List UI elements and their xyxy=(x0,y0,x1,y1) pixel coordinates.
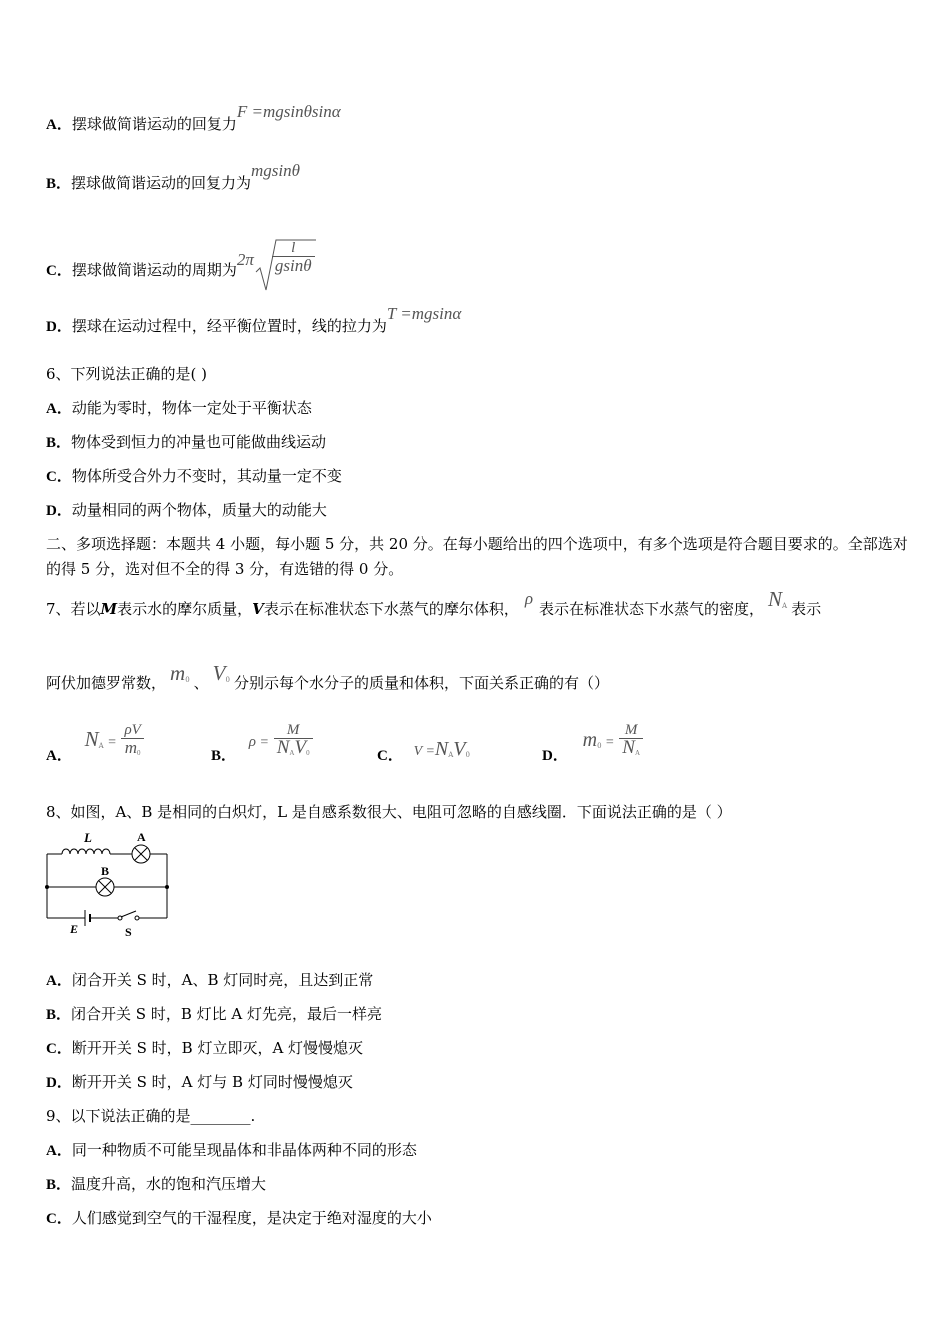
stem-text: 分别示每个水分子的质量和体积，下面关系正确的有（） xyxy=(233,674,609,692)
q9-stem: 9、以下说法正确的是________. xyxy=(46,1107,256,1125)
rhs-2: V xyxy=(453,738,466,760)
stem-text: 阿伏加德罗常数， xyxy=(46,674,167,692)
formula xyxy=(249,722,313,762)
switch-icon xyxy=(118,911,139,920)
subscript: 0 xyxy=(185,676,190,684)
formula: T =mgsinα xyxy=(386,304,462,323)
stem-text: 表示在标准状态下水蒸气的密度， xyxy=(539,600,765,618)
q8-stem: 8、如图，A、B 是相同的白炽灯，L 是自感系数很大、电阻可忽略的自感线圈．下面说法正确的是（ ） xyxy=(46,803,732,821)
frac-denominator: gsinθ xyxy=(274,256,312,275)
numerator: M xyxy=(619,722,643,739)
q7-stem-line1 xyxy=(46,587,822,624)
option-text: 动能为零时，物体一定处于平衡状态 xyxy=(71,399,312,417)
subscript: A xyxy=(782,602,788,610)
symbol-m: m xyxy=(170,661,186,685)
option-text: 断开开关 S 时，B 灯立即灭，A 灯慢慢熄灭 xyxy=(71,1039,364,1057)
q6-option-b xyxy=(46,432,326,453)
option-text: 温度升高，水的饱和汽压增大 xyxy=(71,1175,267,1193)
option-label: D． xyxy=(46,503,72,519)
option-label: B． xyxy=(211,748,237,764)
rhs-subscript: A xyxy=(448,751,454,759)
option-text: 摆球在运动过程中，经平衡位置时，线的拉力为 xyxy=(71,317,387,335)
subscript: 0 xyxy=(225,676,230,684)
option-label: C． xyxy=(46,1211,72,1227)
option-text: 摆球做简谐运动的周期为 xyxy=(71,261,237,279)
formula: F =mgsinθsinα xyxy=(236,102,341,121)
label-S: S xyxy=(125,925,132,939)
option-label: B． xyxy=(46,176,72,192)
option-text: 闭合开关 S 时，B 灯比 A 灯先亮，最后一样亮 xyxy=(71,1005,382,1023)
q7-option-c xyxy=(377,716,470,764)
option-label: C． xyxy=(46,263,72,279)
equals: = xyxy=(256,735,269,750)
label-L: L xyxy=(84,830,92,845)
denominator: N xyxy=(622,737,635,758)
inductor-coil xyxy=(62,849,110,854)
option-label: C． xyxy=(377,748,403,764)
fraction xyxy=(274,722,313,762)
stem-text: 表示水的摩尔质量， xyxy=(117,600,253,618)
q8-option-d xyxy=(46,1072,353,1093)
option-label: C． xyxy=(46,469,72,485)
q9-option-a xyxy=(46,1140,417,1161)
circuit-diagram xyxy=(40,826,180,944)
denominator: m xyxy=(124,738,138,757)
formula xyxy=(85,722,144,762)
symbol-M: M xyxy=(100,600,118,618)
symbol-N: N xyxy=(768,587,783,611)
denominator-subscript: A xyxy=(289,749,295,757)
q6-option-a xyxy=(46,398,312,419)
label-E: E xyxy=(70,922,79,936)
option-label: A． xyxy=(46,1143,72,1159)
option-label: A． xyxy=(46,117,72,133)
q6-option-c xyxy=(46,466,342,487)
lhs: ρ xyxy=(248,734,256,750)
option-text: 物体受到恒力的冲量也可能做曲线运动 xyxy=(71,433,327,451)
rhs-2-subscript: 0 xyxy=(465,751,470,759)
sqrt-fraction xyxy=(272,240,315,275)
lamp-b-icon xyxy=(96,878,114,896)
label-B: B xyxy=(101,864,110,878)
formula: mgsinθ xyxy=(251,161,300,180)
numerator: M xyxy=(274,722,313,739)
option-label: D． xyxy=(46,319,72,335)
symbol-m0 xyxy=(166,661,194,685)
symbol-V0 xyxy=(209,661,234,685)
option-text: 闭合开关 S 时，A、B 灯同时亮，且达到正常 xyxy=(71,971,374,989)
q8-option-c xyxy=(46,1038,363,1059)
q5-option-b xyxy=(46,161,300,194)
q7-option-b xyxy=(211,716,310,764)
option-label: A． xyxy=(46,401,72,417)
q7-option-a xyxy=(46,716,141,764)
frac-numerator: l xyxy=(272,240,315,257)
option-label: B． xyxy=(46,435,72,451)
option-text: 物体所受合外力不变时，其动量一定不变 xyxy=(71,467,342,485)
stem-text: 表示在标准状态下水蒸气的摩尔体积， xyxy=(263,600,519,618)
lhs-subscript: 0 xyxy=(597,742,602,750)
option-text: 断开开关 S 时，A 灯与 B 灯同时慢慢熄灭 xyxy=(71,1073,353,1091)
fraction xyxy=(619,722,643,762)
lhs-subscript: A xyxy=(98,742,104,750)
option-text: 同一种物质不可能呈现晶体和非晶体两种不同的形态 xyxy=(71,1141,417,1159)
equals: = xyxy=(421,744,435,759)
q6-stem: 6、下列说法正确的是( ) xyxy=(46,365,208,383)
q5-option-a xyxy=(46,102,341,135)
section-2-header: 二、多项选择题：本题共 4 小题，每小题 5 分，共 20 分。在每小题给出的四个选项中，有多个选项是符合题目要求的。全部选对的得 5 分，选对但不全的得 3 分，有选错的得 0 分。 xyxy=(46,535,908,578)
fraction xyxy=(121,722,143,762)
symbol-rho: ρ xyxy=(524,589,533,608)
denominator-2-subscript: 0 xyxy=(306,749,310,757)
symbol-V: V xyxy=(212,661,226,685)
q8-option-a xyxy=(46,970,373,991)
lhs: N xyxy=(84,727,99,751)
q8-option-b xyxy=(46,1004,382,1025)
stem-text: 7、若以 xyxy=(46,600,101,618)
option-label: B． xyxy=(46,1177,72,1193)
q9-option-b xyxy=(46,1174,266,1195)
formula xyxy=(414,738,470,761)
equals: = xyxy=(103,735,117,750)
lhs: m xyxy=(582,729,598,751)
symbol-NA xyxy=(764,587,791,611)
denominator-2: V xyxy=(294,737,307,758)
q5-option-d xyxy=(46,304,462,337)
option-text: 人们感觉到空气的干湿程度，是决定于绝对湿度的大小 xyxy=(71,1209,432,1227)
formula-coef: 2π xyxy=(236,250,254,269)
lhs: V xyxy=(413,744,422,759)
formula xyxy=(583,722,643,762)
separator: 、 xyxy=(193,674,209,692)
equals: = xyxy=(601,735,615,750)
option-label: A． xyxy=(46,973,72,989)
battery-icon xyxy=(85,910,90,926)
option-label: D． xyxy=(46,1075,72,1091)
denominator: N xyxy=(276,737,290,758)
option-text: 摆球做简谐运动的回复力 xyxy=(71,115,237,133)
option-label: B． xyxy=(46,1007,72,1023)
q9-option-c xyxy=(46,1208,432,1229)
numerator: ρV xyxy=(121,722,143,739)
stem-text: 表示 xyxy=(791,600,822,618)
option-label: A． xyxy=(46,748,72,764)
lamp-a-icon xyxy=(132,845,150,863)
q5-option-c xyxy=(46,240,318,298)
option-text: 动量相同的两个物体，质量大的动能大 xyxy=(71,501,327,519)
label-A: A xyxy=(137,830,146,844)
denominator-subscript: 0 xyxy=(137,749,141,757)
sqrt-formula xyxy=(254,238,318,292)
rhs: N xyxy=(434,738,449,760)
denominator-subscript: A xyxy=(634,749,641,757)
q6-option-d xyxy=(46,500,327,521)
option-label: C． xyxy=(46,1041,72,1057)
symbol-V: V xyxy=(252,600,264,618)
option-label: D． xyxy=(542,748,568,764)
option-text: 摆球做简谐运动的回复力为 xyxy=(71,174,252,192)
q7-stem-line2 xyxy=(46,661,609,698)
q7-option-d xyxy=(542,716,641,764)
